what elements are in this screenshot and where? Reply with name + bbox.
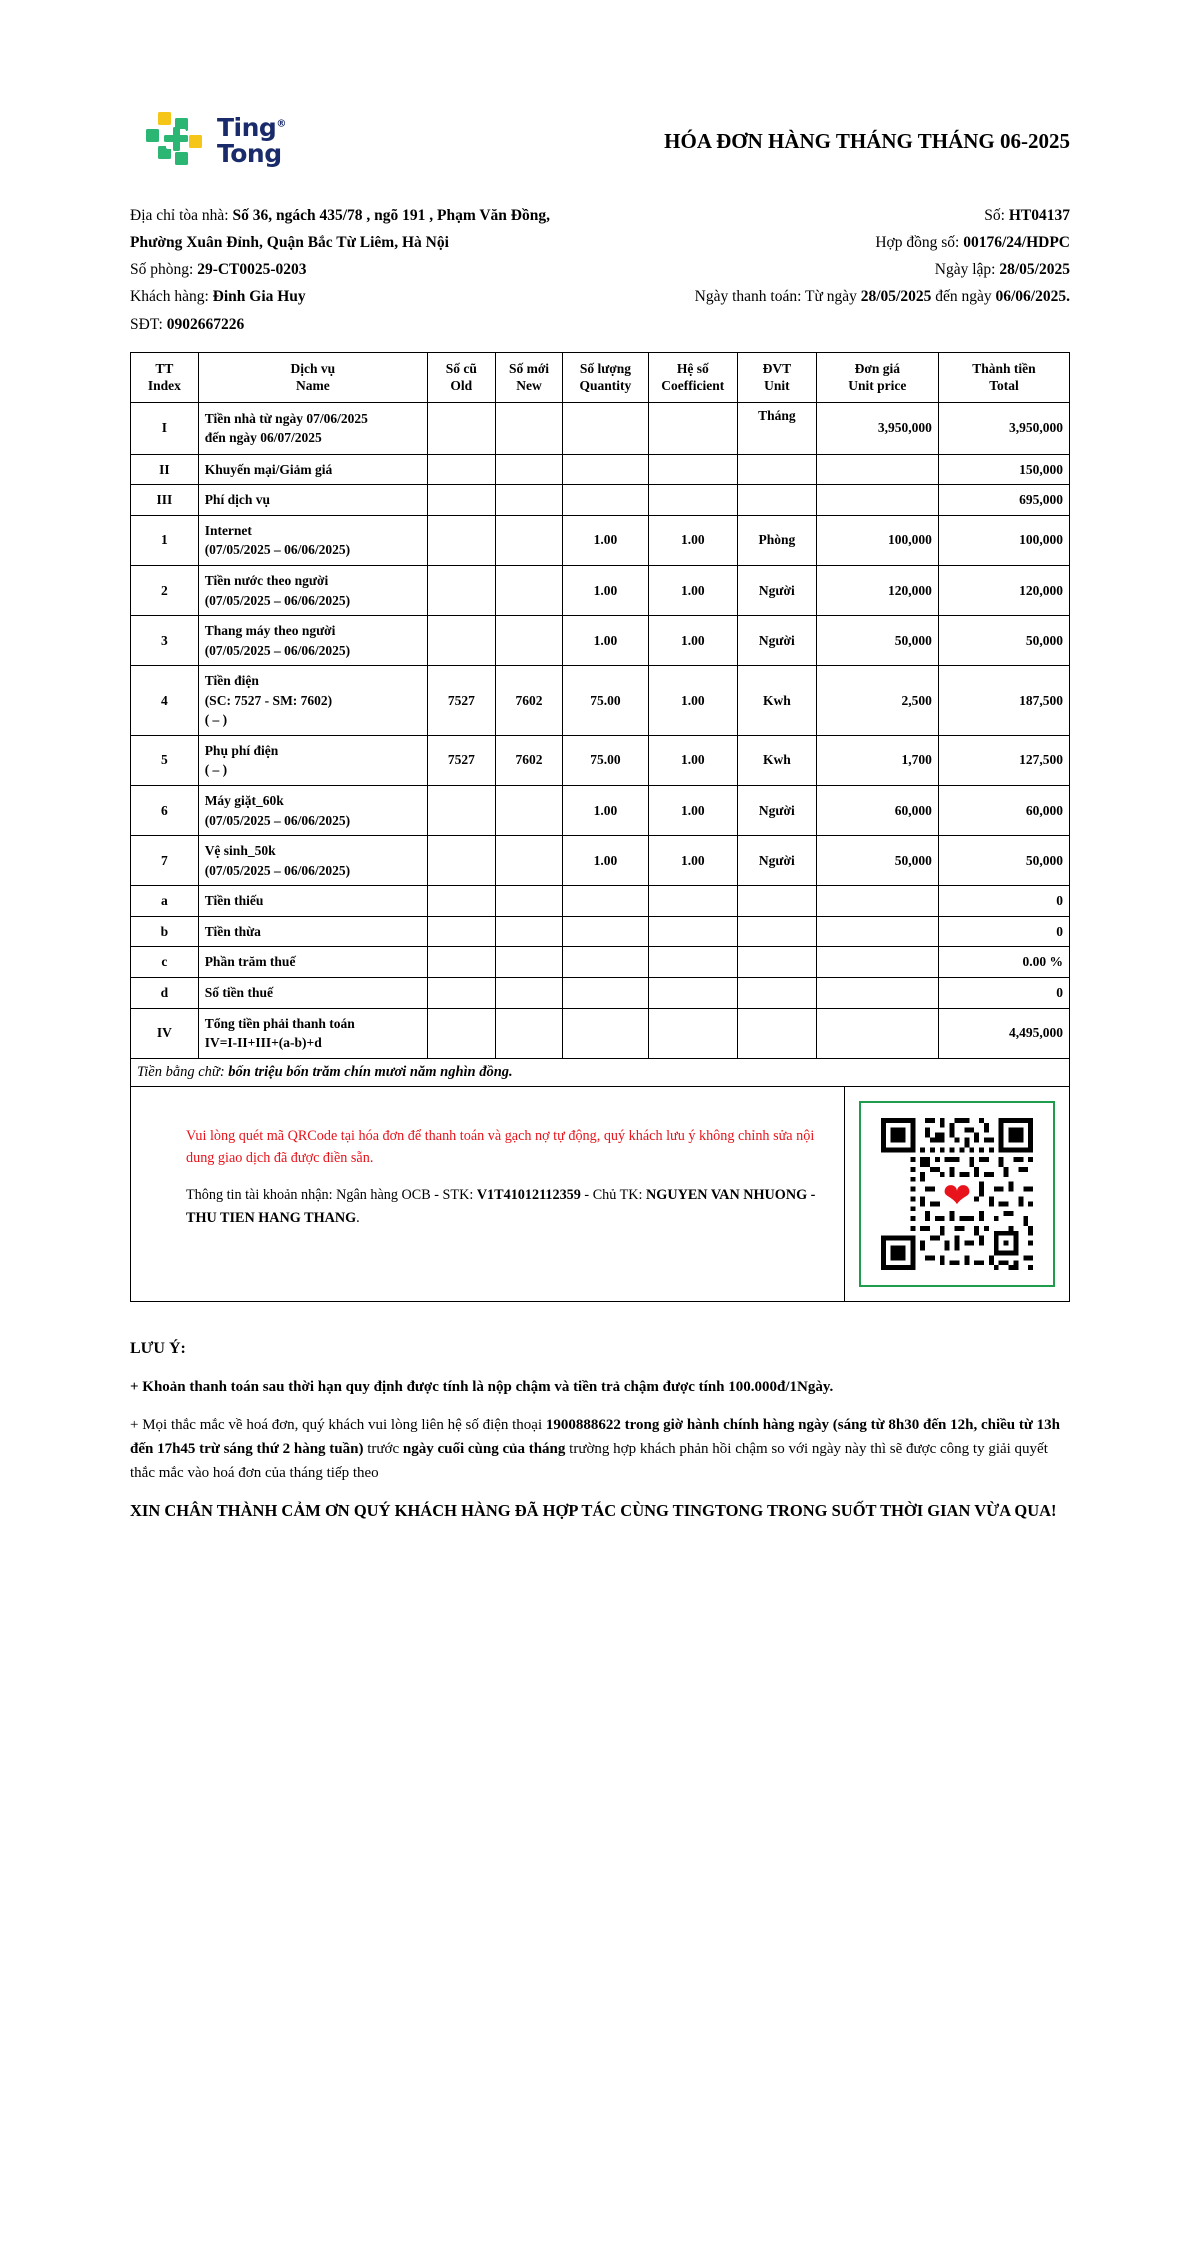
cell-index: I (131, 402, 199, 454)
contract-number-label: Hợp đồng số: (875, 234, 960, 252)
bank-account-number: V1T41012112359 (476, 1187, 581, 1204)
cell-old (427, 616, 495, 666)
brand-reg-mark: ® (276, 118, 286, 130)
cell-new (495, 947, 563, 978)
customer-phone-value: 0902667226 (166, 315, 245, 333)
th-quantity-l2: Quantity (579, 378, 632, 394)
cell-new (495, 916, 563, 947)
note-qr-cell (131, 1086, 1070, 1301)
cell-name-sub: IV=I-II+III+(a-b)+d (204, 1035, 322, 1051)
table-row (131, 947, 1070, 978)
cell-coefficient: 1.00 (648, 515, 738, 565)
cell-unit: Người (738, 616, 817, 666)
cell-coefficient: 1.00 (648, 565, 738, 615)
cell-unit: Người (738, 565, 817, 615)
note-qr-block (131, 1087, 1069, 1301)
building-address-value: Số 36, ngách 435/78 , ngõ 191 , Phạm Văn Đồng, (232, 207, 550, 224)
cell-unit (738, 485, 817, 516)
cell-new (495, 786, 563, 836)
cell-name: Phần trăm thuế (198, 947, 427, 978)
cell-coefficient (648, 947, 738, 978)
payment-period-label: Ngày thanh toán: Từ ngày (694, 288, 857, 306)
th-unit-price-l2: Unit price (848, 378, 907, 394)
cell-new (495, 977, 563, 1008)
payment-period-mid: đến ngày (935, 288, 992, 306)
footer-note-1 (130, 1375, 1070, 1399)
qr-code[interactable] (859, 1101, 1055, 1287)
building-address-value2: Phường Xuân Đỉnh, Quận Bắc Từ Liêm, Hà Nội (130, 234, 449, 252)
footer-note-2 (130, 1413, 1070, 1485)
cell-name-sub: ( – ) (204, 762, 228, 778)
cell-new (495, 402, 563, 454)
th-unit-l1: ĐVT (762, 360, 792, 376)
cell-total: 0.00 % (938, 947, 1069, 978)
cell-coefficient (648, 402, 738, 454)
contract-number (875, 229, 1070, 256)
payment-period-to: 06/06/2025. (995, 288, 1070, 306)
cell-name-sub: đến ngày 06/07/2025 (204, 430, 322, 446)
cell-new (495, 565, 563, 615)
cell-unit (738, 454, 817, 485)
cell-old (427, 515, 495, 565)
cell-coefficient: 1.00 (648, 836, 738, 886)
invoice-table-head (131, 352, 1070, 402)
cell-name (198, 1008, 427, 1058)
table-row (131, 916, 1070, 947)
cell-new (495, 485, 563, 516)
tingtong-logo-icon (145, 110, 207, 172)
cell-quantity: 75.00 (563, 735, 648, 785)
cell-index: III (131, 485, 199, 516)
cell-new: 7602 (495, 735, 563, 785)
payment-note-warning: Vui lòng quét mã QRCode tại hóa đơn để thanh toán và gạch nợ tự động, quý khách lưu ý không chỉnh sửa nội dung giao dịch đã được điền sẵn. (186, 1127, 815, 1167)
cell-unit: Người (738, 786, 817, 836)
room-number-value: 29-CT0025-0203 (197, 261, 307, 279)
invoice-meta (130, 202, 1070, 338)
cell-old (427, 565, 495, 615)
footer-note-1-text: + Khoản thanh toán sau thời hạn quy định được tính là nộp chậm và tiền trả chậm được tính 100.000đ/1Ngày. (130, 1379, 834, 1396)
cell-unit-price (816, 485, 938, 516)
cell-old (427, 1008, 495, 1058)
invoice-header (130, 0, 1070, 202)
table-row (131, 454, 1070, 485)
cell-old (427, 977, 495, 1008)
cell-total: 0 (938, 886, 1069, 917)
cell-unit: Phòng (738, 515, 817, 565)
cell-old: 7527 (427, 666, 495, 736)
footer-note-2a: + Mọi thắc mắc về hoá đơn, quý khách vui lòng liên hệ số điện thoại (130, 1417, 543, 1434)
th-index (131, 352, 199, 402)
bank-info-mid: - Chủ TK: (584, 1187, 643, 1204)
page-title: HÓA ĐƠN HÀNG THÁNG THÁNG 06-2025 (664, 128, 1070, 153)
cell-total: 150,000 (938, 454, 1069, 485)
meta-row-address (130, 202, 1070, 229)
customer-phone-label: SĐT: (130, 315, 163, 333)
footer-note-2d: ngày cuối cùng của tháng (402, 1441, 566, 1458)
th-total-l1: Thành tiền (972, 360, 1036, 376)
table-row-grand-total (131, 1008, 1070, 1058)
cell-total: 4,495,000 (938, 1008, 1069, 1058)
th-unit-price (816, 352, 938, 402)
cell-unit-price: 60,000 (816, 786, 938, 836)
cell-quantity (563, 485, 648, 516)
invoice-number (984, 202, 1070, 229)
footer-notes (130, 1336, 1070, 1524)
cell-quantity (563, 886, 648, 917)
payment-period-from: 28/05/2025 (860, 288, 932, 306)
table-row (131, 515, 1070, 565)
cell-new (495, 515, 563, 565)
cell-total: 127,500 (938, 735, 1069, 785)
cell-unit-price (816, 916, 938, 947)
brand-name-line2: Tong (217, 139, 282, 168)
table-row (131, 616, 1070, 666)
table-row (131, 735, 1070, 785)
cell-unit (738, 886, 817, 917)
cell-unit-price: 2,500 (816, 666, 938, 736)
brand-name-line1: Ting (217, 112, 277, 142)
meta-row-address2 (130, 229, 1070, 256)
cell-name-main: Máy giặt_60k (204, 793, 284, 809)
cell-quantity: 1.00 (563, 836, 648, 886)
cell-old: 7527 (427, 735, 495, 785)
cell-old (427, 402, 495, 454)
cell-quantity (563, 402, 648, 454)
cell-total: 0 (938, 977, 1069, 1008)
table-header-row (131, 352, 1070, 402)
cell-total: 695,000 (938, 485, 1069, 516)
cell-unit-price: 100,000 (816, 515, 938, 565)
th-quantity (563, 352, 648, 402)
cell-total: 120,000 (938, 565, 1069, 615)
brand-logo (130, 110, 286, 172)
th-coefficient (648, 352, 738, 402)
th-coefficient-l2: Coefficient (661, 378, 725, 394)
cell-unit (738, 977, 817, 1008)
th-index-l2: Index (147, 378, 181, 394)
cell-total: 100,000 (938, 515, 1069, 565)
cell-quantity (563, 916, 648, 947)
th-unit-price-l1: Đơn giá (854, 360, 900, 376)
cell-quantity (563, 1008, 648, 1058)
th-total-l2: Total (989, 378, 1019, 394)
cell-quantity (563, 947, 648, 978)
cell-coefficient (648, 977, 738, 1008)
created-date (935, 256, 1070, 283)
cell-name (198, 565, 427, 615)
cell-name-sub: (SC: 7527 - SM: 7602) (204, 692, 333, 708)
th-name-l1: Dịch vụ (290, 360, 336, 376)
cell-old (427, 916, 495, 947)
th-new-l1: Số mới (508, 360, 550, 376)
th-unit (738, 352, 817, 402)
customer-name-value: Đinh Gia Huy (212, 288, 306, 306)
cell-name-sub: (07/05/2025 – 06/06/2025) (204, 642, 351, 658)
cell-quantity: 1.00 (563, 616, 648, 666)
table-row (131, 565, 1070, 615)
footer-note-2e: trường hợp khách phản hồi chậm so với ngày này thì sẽ được công ty giải quyết thắc mắc vào hoá đơn của tháng tiếp theo (130, 1441, 1048, 1482)
cell-unit: Người (738, 836, 817, 886)
cell-total: 50,000 (938, 616, 1069, 666)
th-old-l2: Old (450, 378, 473, 394)
cell-quantity: 1.00 (563, 515, 648, 565)
meta-row-phone (130, 311, 1070, 338)
cell-index: 6 (131, 786, 199, 836)
cell-coefficient (648, 886, 738, 917)
cell-name: Tiền thừa (198, 916, 427, 947)
th-name-l2: Name (295, 378, 330, 394)
cell-unit: Kwh (738, 735, 817, 785)
cell-old (427, 786, 495, 836)
invoice-number-value: HT04137 (1008, 207, 1070, 224)
table-row (131, 666, 1070, 736)
cell-index: 4 (131, 666, 199, 736)
heart-icon: ❤ (942, 1178, 972, 1216)
table-row (131, 886, 1070, 917)
room-number-label: Số phòng: (130, 261, 194, 279)
cell-unit (738, 1008, 817, 1058)
cell-name: Phí dịch vụ (198, 485, 427, 516)
cell-name: Tiền thiếu (198, 886, 427, 917)
cell-index: 5 (131, 735, 199, 785)
footer-heading: LƯU Ý: (130, 1339, 186, 1357)
cell-name-sub: (07/05/2025 – 06/06/2025) (204, 542, 351, 558)
cell-unit-price: 1,700 (816, 735, 938, 785)
cell-index: II (131, 454, 199, 485)
cell-unit-price: 3,950,000 (816, 402, 938, 454)
cell-name: Khuyến mại/Giảm giá (198, 454, 427, 485)
payment-period (695, 283, 1070, 310)
footer-thanks: XIN CHÂN THÀNH CẢM ƠN QUÝ KHÁCH HÀNG ĐÃ HỢP TÁC CÙNG TINGTONG TRONG SUỐT THỜI GIAN VỪA QUA! (130, 1501, 1057, 1521)
cell-index: IV (131, 1008, 199, 1058)
cell-name: Số tiền thuế (198, 977, 427, 1008)
th-old (427, 352, 495, 402)
footer-note-2c: trước (367, 1441, 400, 1458)
th-unit-l2: Unit (764, 378, 790, 394)
cell-coefficient: 1.00 (648, 666, 738, 736)
cell-new (495, 1008, 563, 1058)
customer-name-label: Khách hàng: (130, 288, 209, 306)
cell-quantity: 75.00 (563, 666, 648, 736)
cell-name-main: Tiền nước theo người (204, 572, 329, 588)
cell-unit-price (816, 886, 938, 917)
cell-index: 7 (131, 836, 199, 886)
cell-total: 0 (938, 916, 1069, 947)
cell-name-sub: (07/05/2025 – 06/06/2025) (204, 862, 351, 878)
cell-index: 1 (131, 515, 199, 565)
table-row (131, 485, 1070, 516)
cell-new (495, 454, 563, 485)
cell-index: a (131, 886, 199, 917)
cell-coefficient: 1.00 (648, 616, 738, 666)
amount-in-words-value: bốn triệu bốn trăm chín mươi năm nghìn đồng. (228, 1063, 513, 1080)
cell-name (198, 515, 427, 565)
cell-name-main: Tiền điện (204, 673, 259, 689)
cell-new (495, 616, 563, 666)
cell-name-main: Tổng tiền phải thanh toán (204, 1015, 355, 1031)
th-total (938, 352, 1069, 402)
brand-name (217, 112, 286, 168)
cell-name (198, 735, 427, 785)
invoice-table (130, 352, 1070, 1302)
amount-in-words (131, 1058, 1070, 1086)
cell-coefficient: 1.00 (648, 735, 738, 785)
created-date-label: Ngày lập: (934, 261, 996, 279)
cell-new (495, 886, 563, 917)
cell-coefficient (648, 1008, 738, 1058)
cell-old (427, 485, 495, 516)
cell-index: 2 (131, 565, 199, 615)
cell-unit-price (816, 454, 938, 485)
cell-unit (738, 947, 817, 978)
cell-coefficient (648, 454, 738, 485)
cell-total: 50,000 (938, 836, 1069, 886)
cell-name-main: Vệ sinh_50k (204, 843, 276, 859)
th-old-l1: Số cũ (445, 360, 477, 376)
cell-old (427, 947, 495, 978)
customer-phone (130, 311, 244, 338)
meta-row-room (130, 256, 1070, 283)
bank-info-suffix: . (356, 1209, 360, 1226)
bank-account-owner: NGUYEN VAN NHUONG - THU TIEN HANG THANG (186, 1187, 816, 1226)
cell-quantity: 1.00 (563, 786, 648, 836)
contract-number-value: 00176/24/HDPC (963, 234, 1070, 252)
meta-row-customer (130, 283, 1070, 310)
cell-name (198, 616, 427, 666)
payment-note (131, 1087, 844, 1301)
cell-total: 187,500 (938, 666, 1069, 736)
cell-unit (738, 916, 817, 947)
cell-total: 60,000 (938, 786, 1069, 836)
cell-name (198, 836, 427, 886)
cell-index: c (131, 947, 199, 978)
cell-name (198, 666, 427, 736)
cell-name-main: Phụ phí điện (204, 742, 279, 758)
cell-unit-price: 50,000 (816, 836, 938, 886)
cell-coefficient: 1.00 (648, 786, 738, 836)
cell-name-sub: (07/05/2025 – 06/06/2025) (204, 592, 351, 608)
cell-name-main: Tiền nhà từ ngày 07/06/2025 (204, 410, 368, 426)
bank-info (186, 1184, 816, 1229)
cell-name-sub2: ( – ) (204, 712, 228, 728)
cell-old (427, 454, 495, 485)
cell-unit: Kwh (738, 666, 817, 736)
qr-cell (844, 1087, 1069, 1301)
cell-old (427, 836, 495, 886)
bank-info-prefix: Thông tin tài khoản nhận: Ngân hàng OCB - STK: (186, 1187, 474, 1204)
amount-in-words-label: Tiền bằng chữ: (137, 1063, 225, 1080)
building-address-label: Địa chỉ tòa nhà: (130, 207, 229, 224)
table-row (131, 402, 1070, 454)
cell-unit-price (816, 1008, 938, 1058)
table-row (131, 786, 1070, 836)
cell-name-main: Thang máy theo người (204, 623, 336, 639)
cell-quantity (563, 454, 648, 485)
cell-index: 3 (131, 616, 199, 666)
th-coefficient-l1: Hệ số (676, 360, 709, 376)
cell-old (427, 886, 495, 917)
cell-unit: Tháng (738, 402, 817, 454)
th-name (198, 352, 427, 402)
cell-unit-price: 120,000 (816, 565, 938, 615)
cell-index: b (131, 916, 199, 947)
invoice-table-body (131, 402, 1070, 1301)
table-row (131, 977, 1070, 1008)
cell-name (198, 402, 427, 454)
th-new (495, 352, 563, 402)
cell-new: 7602 (495, 666, 563, 736)
room-number (130, 256, 307, 283)
cell-coefficient (648, 916, 738, 947)
note-qr-row (131, 1086, 1070, 1301)
cell-quantity (563, 977, 648, 1008)
cell-quantity: 1.00 (563, 565, 648, 615)
cell-unit-price (816, 977, 938, 1008)
building-address (130, 202, 550, 229)
cell-unit-price: 50,000 (816, 616, 938, 666)
amount-in-words-row (131, 1058, 1070, 1086)
th-index-l1: TT (155, 360, 174, 376)
customer-name (130, 283, 306, 310)
table-row (131, 836, 1070, 886)
invoice-number-label: Số: (984, 207, 1005, 224)
cell-total: 3,950,000 (938, 402, 1069, 454)
cell-new (495, 836, 563, 886)
cell-name (198, 786, 427, 836)
cell-index: d (131, 977, 199, 1008)
th-quantity-l1: Số lượng (579, 360, 632, 376)
th-new-l2: New (516, 378, 542, 394)
created-date-value: 28/05/2025 (999, 261, 1070, 279)
footer-note-2b: 1900888622 trong giờ hành chính hàng ngày (sáng từ 8h30 đến 12h, chiều từ 13h đến 17h45 trừ sáng thứ 2 hàng tuần) (130, 1417, 1060, 1458)
cell-name-main: Internet (204, 522, 252, 538)
cell-name-sub: (07/05/2025 – 06/06/2025) (204, 812, 351, 828)
cell-unit-price (816, 947, 938, 978)
cell-coefficient (648, 485, 738, 516)
